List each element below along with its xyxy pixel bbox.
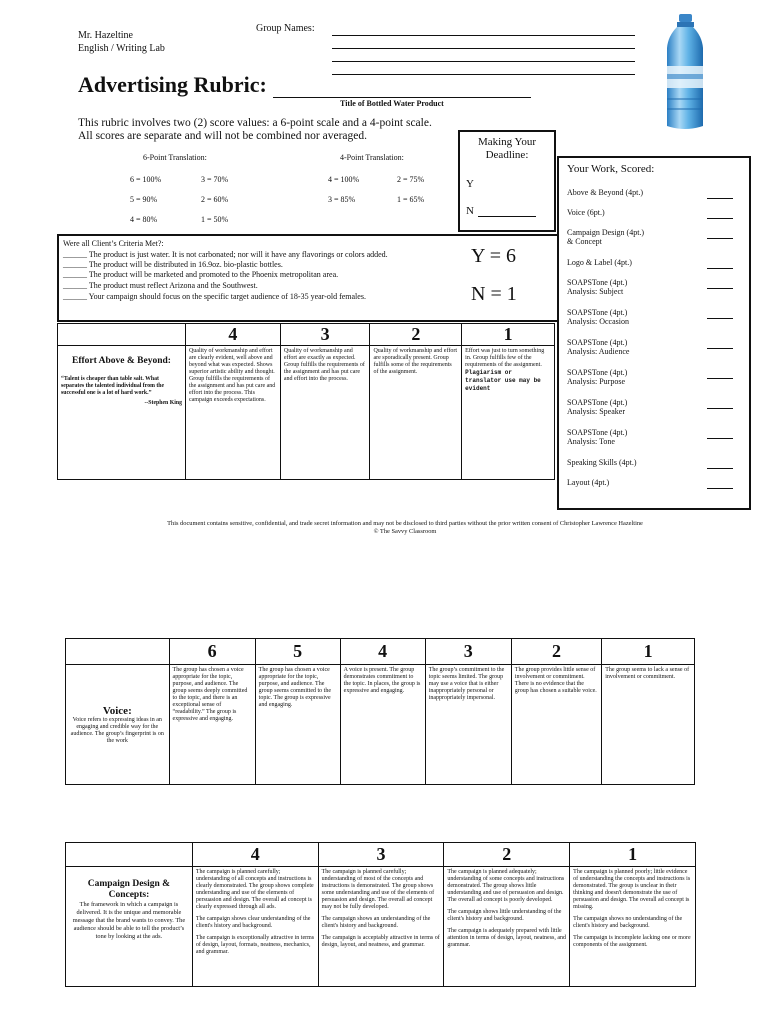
score-row-label: Campaign Design (4pt.) bbox=[567, 228, 645, 237]
voice-header-blank bbox=[66, 639, 170, 665]
water-bottle-image bbox=[660, 14, 710, 132]
score-row bbox=[567, 478, 609, 487]
score-blank-line[interactable] bbox=[707, 488, 733, 489]
voice-rubric-table bbox=[65, 638, 695, 785]
campaign-desc: The framework in which a campaign is delivered. It is the unique and memorable message that the brand wants to convey. The audience should be able to tell the product’s tone by looking at the ads. bbox=[72, 901, 186, 940]
deadline-box bbox=[458, 130, 556, 232]
six-translation: 6 = 100% bbox=[130, 175, 162, 184]
plagiarism-note: Plagiarism or translator use may be evident bbox=[465, 369, 541, 392]
voice-desc: Voice refers to expressing ideas in an engaging and credible way for the audience. The group’s fingerprint is on the work bbox=[70, 716, 164, 744]
campaign-header-blank bbox=[66, 843, 193, 867]
score-blank-line[interactable] bbox=[707, 408, 733, 409]
effort-score-header: 2 bbox=[370, 324, 462, 346]
score-row-sublabel: Analysis: Occasion bbox=[567, 317, 629, 326]
effort-cell: Quality of workmanship and effort are sporadically present. Group fulfills some of the requirements of the assignment. bbox=[370, 346, 462, 480]
score-row-sublabel: Analysis: Audience bbox=[567, 347, 630, 356]
criteria-yes-score: Y = 6 bbox=[471, 245, 516, 267]
six-translation: 2 = 60% bbox=[201, 195, 229, 204]
score-row-label: SOAPSTone (4pt.) bbox=[567, 428, 628, 437]
score-row bbox=[567, 458, 637, 467]
campaign-score-header: 1 bbox=[570, 843, 696, 867]
four-translation: 4 = 100% bbox=[328, 175, 360, 184]
campaign-cell: The campaign is planned adequately; understanding of some concepts and instructions demonstrated. The group shows little understanding and use of persuasion and design. The overall ad concept is poorly developed. The campaign shows little understanding of the client's history and background. The campaign is adequately prepared with little attention in terms of design, layout, neatness, and grammar. bbox=[444, 867, 570, 987]
four-translation: 1 = 65% bbox=[397, 195, 425, 204]
score-row-label: SOAPSTone (4pt.) bbox=[567, 398, 628, 407]
four-translation: 2 = 75% bbox=[397, 175, 425, 184]
score-blank-line[interactable] bbox=[707, 218, 733, 219]
criteria-item: ______ Your campaign should focus on the specific target audience of 18-35 year-old females. bbox=[63, 292, 366, 301]
score-row-label: Layout (4pt.) bbox=[567, 478, 610, 487]
score-row-label: SOAPSTone (4pt.) bbox=[567, 368, 628, 377]
campaign-title: Campaign Design & Concepts: bbox=[87, 879, 171, 900]
campaign-score-header: 3 bbox=[318, 843, 444, 867]
score-blank-line[interactable] bbox=[707, 468, 733, 469]
score-row bbox=[567, 338, 629, 356]
effort-cell: Quality of workmanship and effort are clearly evident, well above and beyond what was expected. Shows superior artistic ability and thought. Group fulfills the requirements of the assignment and has put care and effort into the process. This campaign exceeds expectations. bbox=[185, 346, 280, 480]
six-translation: 5 = 90% bbox=[130, 195, 158, 204]
six-translation: 1 = 50% bbox=[201, 215, 229, 224]
voice-cell: The group has chosen a voice appropriate for the topic, purpose, and audience. The group seems deeply committed to the topic, and there is an exceptional sense of “readability.” The group is expressive and engaging. bbox=[169, 665, 255, 785]
voice-score-header: 6 bbox=[169, 639, 255, 665]
score-blank-line[interactable] bbox=[707, 348, 733, 349]
effort-quote-author: --Stephen King bbox=[144, 400, 182, 406]
deadline-no-line[interactable] bbox=[478, 216, 536, 217]
group-name-line-3[interactable] bbox=[332, 61, 635, 62]
group-name-line-1[interactable] bbox=[332, 35, 635, 36]
score-row bbox=[567, 368, 627, 386]
score-summary-box bbox=[557, 156, 751, 510]
campaign-criterion bbox=[66, 867, 193, 987]
deadline-title: Making Your Deadline: bbox=[477, 136, 537, 161]
score-blank-line[interactable] bbox=[707, 438, 733, 439]
voice-score-header: 1 bbox=[602, 639, 695, 665]
group-name-line-4[interactable] bbox=[332, 74, 635, 75]
teacher-name: Mr. Hazeltine bbox=[78, 30, 133, 41]
score-summary-title: Your Work, Scored: bbox=[567, 163, 655, 175]
score-row-label: Voice (6pt.) bbox=[567, 208, 605, 217]
criteria-item: ______ The product will be distributed in 16.9oz. bio-plastic bottles. bbox=[63, 260, 283, 269]
four-point-label: 4-Point Translation: bbox=[340, 153, 404, 162]
score-row bbox=[567, 278, 627, 296]
voice-cell: The group provides little sense of involvement or commitment. There is no evidence that the group has chosen a suitable voice. bbox=[511, 665, 601, 785]
effort-score-header: 4 bbox=[185, 324, 280, 346]
effort-criterion bbox=[58, 346, 186, 480]
effort-header-blank bbox=[58, 324, 186, 346]
score-row bbox=[567, 258, 632, 267]
voice-cell: A voice is present. The group demonstrates commitment to the topic. In places, the group is expressive and engaging. bbox=[340, 665, 425, 785]
campaign-rubric-table bbox=[65, 842, 696, 987]
product-title-caption: Title of Bottled Water Product bbox=[340, 99, 444, 108]
product-title-line[interactable] bbox=[273, 97, 531, 98]
score-blank-line[interactable] bbox=[707, 198, 733, 199]
voice-cell: The group seems to lack a sense of involvement or commitment. bbox=[602, 665, 695, 785]
score-row-label: SOAPSTone (4pt.) bbox=[567, 338, 628, 347]
score-row bbox=[567, 398, 627, 416]
score-row bbox=[567, 188, 643, 197]
group-name-line-2[interactable] bbox=[332, 48, 635, 49]
effort-score-header: 3 bbox=[280, 324, 370, 346]
group-names-label: Group Names: bbox=[256, 23, 315, 34]
score-row-label: Speaking Skills (4pt.) bbox=[567, 458, 637, 467]
score-blank-line[interactable] bbox=[707, 288, 733, 289]
campaign-cell: The campaign is planned carefully; understanding of most of the concepts and instructions is demonstrated. The group shows some understanding and use of the elements of persuasion and design. The overall ad concept may not be fully developed. The campaign shows an understanding of the client's history and background. The campaign is acceptably attractive in terms of design, layout, and neatness, and grammar. bbox=[318, 867, 444, 987]
class-name: English / Writing Lab bbox=[78, 43, 165, 54]
voice-score-header: 2 bbox=[511, 639, 601, 665]
criteria-item: ______ The product is just water. It is not carbonated; nor will it have any flavorings or colors added. bbox=[63, 250, 388, 259]
score-row-label: Above & Beyond (4pt.) bbox=[567, 188, 643, 197]
six-translation: 3 = 70% bbox=[201, 175, 229, 184]
score-row-label: SOAPSTone (4pt.) bbox=[567, 308, 628, 317]
criteria-question: Were all Client’s Criteria Met?: bbox=[63, 239, 164, 248]
effort-title: Effort Above & Beyond: bbox=[72, 356, 171, 366]
effort-cell: Quality of workmanship and effort are exactly as expected. Group fulfills the requirements of the assignment and has put care and effort into the process. bbox=[280, 346, 370, 480]
score-blank-line[interactable] bbox=[707, 268, 733, 269]
criteria-item: ______ The product will be marketed and promoted to the Phoenix metropolitan area. bbox=[63, 270, 339, 279]
score-row-sublabel: Analysis: Purpose bbox=[567, 377, 625, 386]
voice-criterion bbox=[66, 665, 170, 785]
intro-line-2: All scores are separate and will not be combined nor averaged. bbox=[78, 130, 367, 142]
score-row-sublabel: Analysis: Speaker bbox=[567, 407, 625, 416]
campaign-score-header: 4 bbox=[192, 843, 318, 867]
voice-title: Voice: bbox=[102, 704, 132, 717]
score-row bbox=[567, 308, 629, 326]
score-row-sublabel: Analysis: Subject bbox=[567, 287, 624, 296]
voice-score-header: 5 bbox=[255, 639, 340, 665]
six-point-label: 6-Point Translation: bbox=[143, 153, 207, 162]
page-title: Advertising Rubric: bbox=[78, 72, 267, 97]
effort-score-header: 1 bbox=[462, 324, 555, 346]
deadline-no: N bbox=[466, 205, 474, 217]
score-row-sublabel: & Concept bbox=[567, 237, 602, 246]
voice-cell: The group has chosen a voice appropriate for the topic, purpose, and audience. The group seems committed to the topic. The group is expressive and engaging. bbox=[255, 665, 340, 785]
voice-score-header: 3 bbox=[425, 639, 511, 665]
confidential-notice: This document contains sensitive, confidential, and trade secret information and may not be disclosed to third parties without the prior written consent of Christopher Lawrence Hazeltine © The Savvy Classroom bbox=[60, 520, 750, 536]
score-row bbox=[567, 228, 644, 246]
criteria-item: ______ The product must reflect Arizona and the Southwest. bbox=[63, 281, 258, 290]
score-row-label: SOAPSTone (4pt.) bbox=[567, 278, 628, 287]
deadline-yes: Y bbox=[466, 178, 474, 190]
voice-score-header: 4 bbox=[340, 639, 425, 665]
score-row bbox=[567, 208, 605, 217]
score-blank-line[interactable] bbox=[707, 378, 733, 379]
six-translation: 4 = 80% bbox=[130, 215, 158, 224]
campaign-cell: The campaign is planned carefully; understanding of all concepts and instructions is clearly demonstrated. The group shows complete understanding and use of the elements of persuasion and design. The overall ad concept is clearly expressed through all ads. The campaign shows clear understanding of the client's history and background. The campaign is exceptionally attractive in terms of design, layout, formats, neatness, mechanics, and grammar. bbox=[192, 867, 318, 987]
score-row-label: Logo & Label (4pt.) bbox=[567, 258, 632, 267]
effort-rubric-table bbox=[57, 323, 555, 480]
effort-quote: “Talent is cheaper than table salt. What separates the talented individual from the successful one is a lot of hard work.” bbox=[61, 376, 165, 396]
score-row bbox=[567, 428, 627, 446]
score-blank-line[interactable] bbox=[707, 318, 733, 319]
score-blank-line[interactable] bbox=[707, 238, 733, 239]
effort-cell: Effort was just to turn something in. Group fulfills few of the requirements of the assignment. Plagiarism or translator use may be evident bbox=[462, 346, 555, 480]
campaign-score-header: 2 bbox=[444, 843, 570, 867]
score-row-sublabel: Analysis: Tone bbox=[567, 437, 615, 446]
voice-cell: The group’s commitment to the topic seems limited. The group may use a voice that is either inappropriately personal or inappropriately impersonal. bbox=[425, 665, 511, 785]
intro-line-1: This rubric involves two (2) score values: a 6-point scale and a 4-point scale. bbox=[78, 117, 432, 129]
four-translation: 3 = 85% bbox=[328, 195, 356, 204]
criteria-box bbox=[57, 234, 559, 322]
campaign-cell: The campaign is planned poorly; little evidence of understanding the concepts and instructions is demonstrated. The group is unclear in their thinking and doesn't demonstrate the use of persuasion and design. The overall ad concept is missing. The campaign shows no understanding of the client's history and background. The campaign is incomplete lacking one or more components of the assignment. bbox=[570, 867, 696, 987]
criteria-no-score: N = 1 bbox=[471, 283, 517, 305]
copyright: © The Savvy Classroom bbox=[373, 528, 437, 535]
